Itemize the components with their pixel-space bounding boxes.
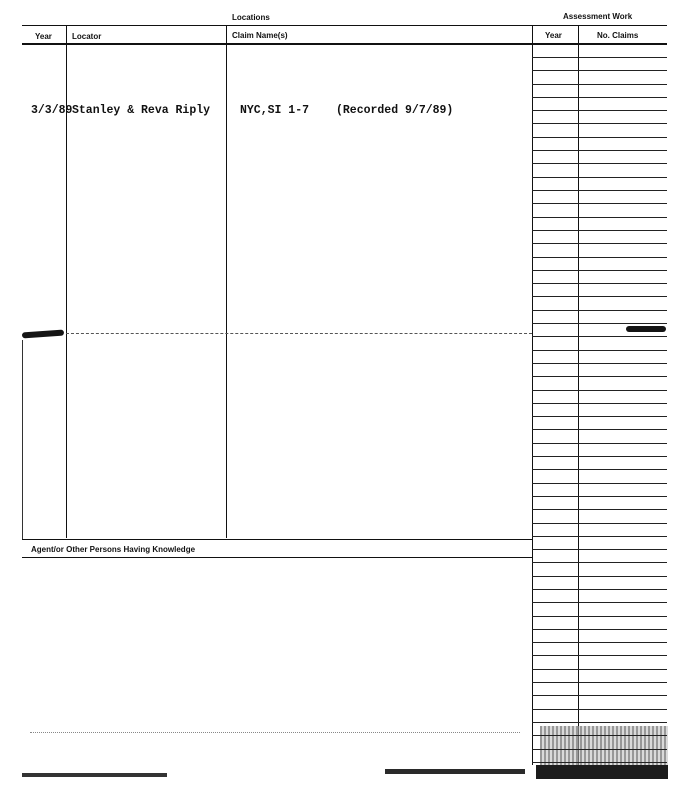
assessment-rule-line bbox=[532, 97, 667, 98]
assessment-rule-line bbox=[532, 336, 667, 337]
header-bottom-rule bbox=[22, 43, 667, 45]
assessment-rule-line bbox=[532, 523, 667, 524]
assessment-rule-line bbox=[532, 629, 667, 630]
assessment-rule-line bbox=[532, 150, 667, 151]
assessment-rule-line bbox=[532, 123, 667, 124]
locations-title: Locations bbox=[232, 13, 270, 22]
entry-locator: Stanley & Reva Riply bbox=[72, 104, 211, 117]
agent-section-top-rule bbox=[22, 539, 532, 540]
assessment-rule-line bbox=[532, 682, 667, 683]
assessment-rule-line bbox=[532, 57, 667, 58]
assessment-rule-line bbox=[532, 243, 667, 244]
divider-locator-claims bbox=[226, 25, 227, 538]
entry-year: 3/3/89 bbox=[31, 104, 73, 117]
assessment-rule-line bbox=[532, 549, 667, 550]
assessment-rule-line bbox=[532, 695, 667, 696]
assessment-rule-line bbox=[532, 642, 667, 643]
mid-separator-line bbox=[66, 333, 532, 334]
header-top-rule bbox=[22, 25, 667, 26]
assessment-rule-line bbox=[532, 536, 667, 537]
divider-claims-assessment bbox=[532, 25, 533, 765]
assessment-rule-line bbox=[532, 762, 667, 763]
assessment-rule-line bbox=[532, 496, 667, 497]
assessment-rule-line bbox=[532, 429, 667, 430]
assessment-rule-line bbox=[532, 257, 667, 258]
assessment-rule-line bbox=[532, 602, 667, 603]
assessment-rule-line bbox=[532, 589, 667, 590]
assessment-rule-line bbox=[532, 562, 667, 563]
left-edge-line bbox=[22, 340, 23, 540]
assessment-rule-line bbox=[532, 709, 667, 710]
assessment-rule-line bbox=[532, 230, 667, 231]
left-ink-smudge bbox=[22, 330, 64, 339]
assessment-rule-line bbox=[532, 323, 667, 324]
col-header-year: Year bbox=[35, 32, 52, 41]
assessment-rule-line bbox=[532, 390, 667, 391]
col-header-no-claims: No. Claims bbox=[597, 31, 639, 40]
bottom-left-scan-streak bbox=[22, 773, 167, 777]
col-header-claim-names: Claim Name(s) bbox=[232, 31, 288, 40]
assessment-rule-line bbox=[532, 203, 667, 204]
entry-claim-names: NYC,SI 1-7 bbox=[240, 104, 310, 117]
col-header-assessment-year: Year bbox=[545, 31, 562, 40]
assessment-rule-line bbox=[532, 616, 667, 617]
assessment-rule-line bbox=[532, 310, 667, 311]
assessment-rule-line bbox=[532, 749, 667, 750]
assessment-rule-line bbox=[532, 735, 667, 736]
assessment-rule-line bbox=[532, 190, 667, 191]
assessment-rule-line bbox=[532, 84, 667, 85]
divider-assessment-year-no-claims bbox=[578, 25, 579, 765]
assessment-rule-line bbox=[532, 217, 667, 218]
agent-section-label-rule bbox=[22, 557, 532, 558]
assessment-rule-line bbox=[532, 350, 667, 351]
assessment-rule-line bbox=[532, 70, 667, 71]
assessment-rule-line bbox=[532, 443, 667, 444]
assessment-rule-line bbox=[532, 576, 667, 577]
assessment-work-title: Assessment Work bbox=[563, 12, 633, 21]
assessment-rule-line bbox=[532, 722, 667, 723]
right-ink-smudge bbox=[626, 326, 666, 332]
assessment-rule-line bbox=[532, 270, 667, 271]
bottom-scan-artifact bbox=[30, 732, 520, 733]
assessment-rule-line bbox=[532, 509, 667, 510]
assessment-rule-line bbox=[532, 456, 667, 457]
assessment-rule-line bbox=[532, 669, 667, 670]
assessment-rule-line bbox=[532, 296, 667, 297]
assessment-rule-line bbox=[532, 376, 667, 377]
assessment-rule-line bbox=[532, 403, 667, 404]
assessment-rule-line bbox=[532, 469, 667, 470]
assessment-rule-line bbox=[532, 137, 667, 138]
assessment-rule-line bbox=[532, 283, 667, 284]
assessment-rule-line bbox=[532, 163, 667, 164]
assessment-rule-line bbox=[532, 416, 667, 417]
entry-recorded-note: (Recorded 9/7/89) bbox=[336, 104, 454, 117]
agent-section-label: Agent/or Other Persons Having Knowledge bbox=[31, 545, 196, 554]
assessment-rule-line bbox=[532, 483, 667, 484]
col-header-locator: Locator bbox=[72, 32, 102, 41]
bottom-right-dark-block bbox=[536, 765, 668, 779]
bottom-right-scan-noise bbox=[540, 726, 668, 766]
assessment-rule-line bbox=[532, 110, 667, 111]
assessment-rule-line bbox=[532, 363, 667, 364]
assessment-rule-line bbox=[532, 655, 667, 656]
divider-year-locator bbox=[66, 25, 67, 538]
bottom-center-scan-streak bbox=[385, 769, 525, 774]
assessment-rule-line bbox=[532, 177, 667, 178]
